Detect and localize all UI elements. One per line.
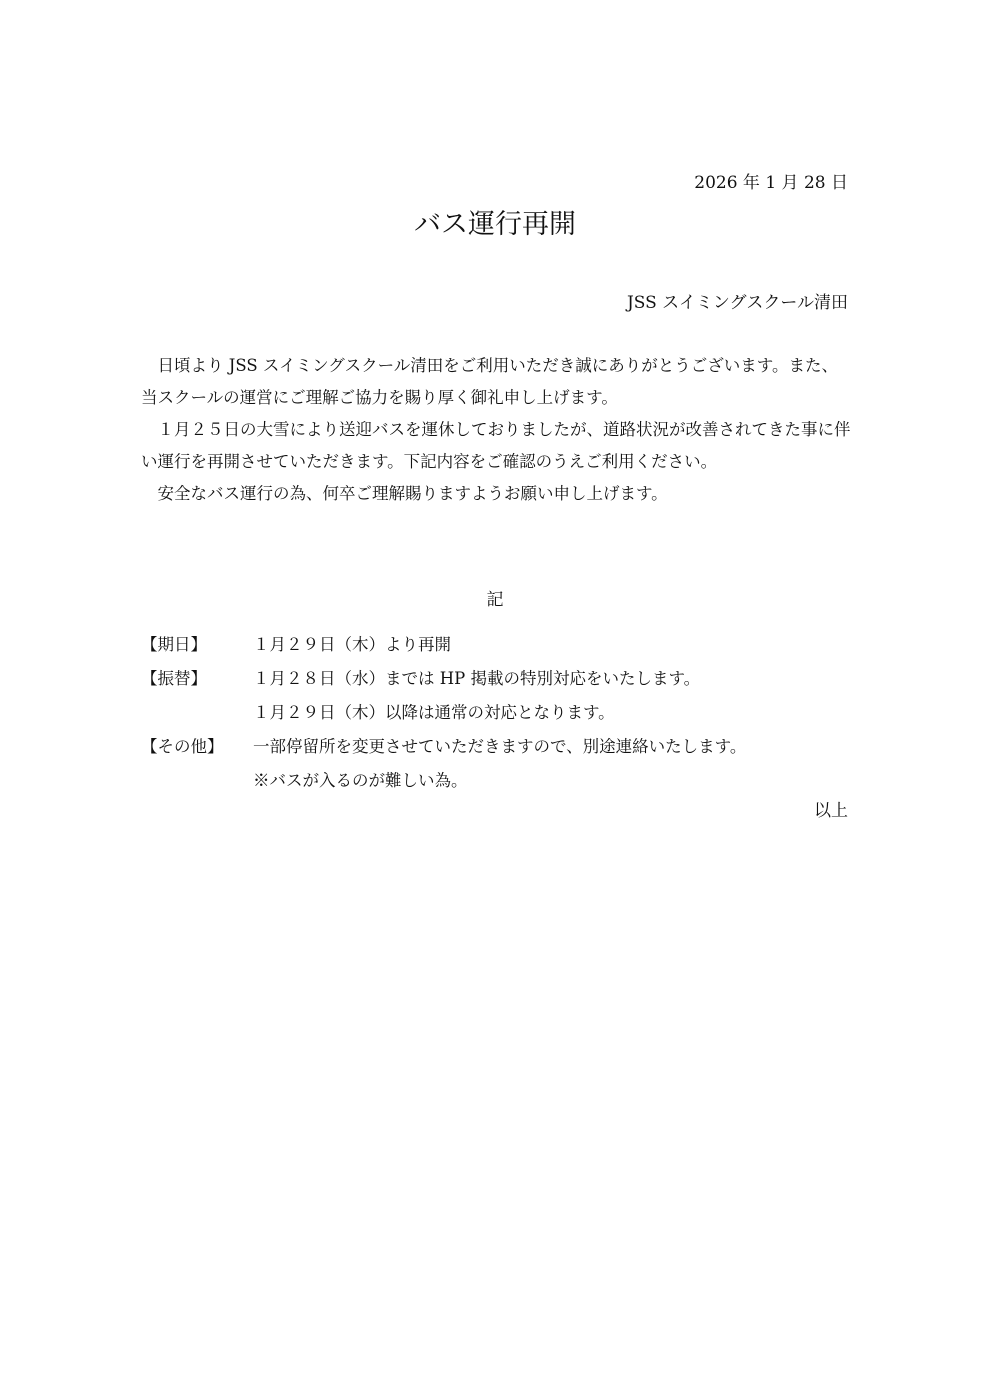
closing-mark: 以上: [814, 801, 848, 821]
detail-value: １月２９日（木）より再開: [253, 635, 451, 654]
paragraph-greeting: 日頃より JSS スイミングスクール清田をご利用いただき誠にありがとうございます。また、当スクールの運営にご理解ご協力を賜り厚く御礼申し上げます。: [141, 356, 838, 407]
detail-label: [141, 764, 253, 798]
detail-row: [141, 696, 851, 730]
document-body: [141, 350, 851, 510]
organization-name: JSS スイミングスクール清田: [626, 293, 848, 313]
detail-label: 【期日】: [141, 635, 207, 654]
detail-row: [141, 628, 851, 662]
detail-value: １月２８日（水）までは HP 掲載の特別対応をいたします。: [253, 669, 701, 688]
paragraph-announcement: １月２５日の大雪により送迎バスを運休しておりましたが、道路状況が改善されてきた事に伴い運行を再開させていただきます。下記内容をご確認のうえご利用ください。: [141, 420, 851, 471]
detail-label: [141, 696, 253, 730]
detail-value: １月２９日（木）以降は通常の対応となります。: [253, 703, 615, 722]
document-date: 2026 年 1 月 28 日: [694, 173, 848, 193]
detail-row: [141, 730, 851, 764]
detail-value: ※バスが入るのが難しい為。: [253, 771, 468, 790]
details-list: [141, 628, 851, 798]
detail-label: 【振替】: [141, 669, 207, 688]
document-title: バス運行再開: [414, 209, 576, 240]
detail-value: 一部停留所を変更させていただきますので、別途連絡いたします。: [253, 737, 747, 756]
detail-row: [141, 662, 851, 696]
detail-row: [141, 764, 851, 798]
ki-heading: 記: [486, 590, 504, 610]
paragraph-request: 安全なバス運行の為、何卒ご理解賜りますようお願い申し上げます。: [157, 484, 668, 503]
detail-label: 【その他】: [141, 737, 224, 756]
